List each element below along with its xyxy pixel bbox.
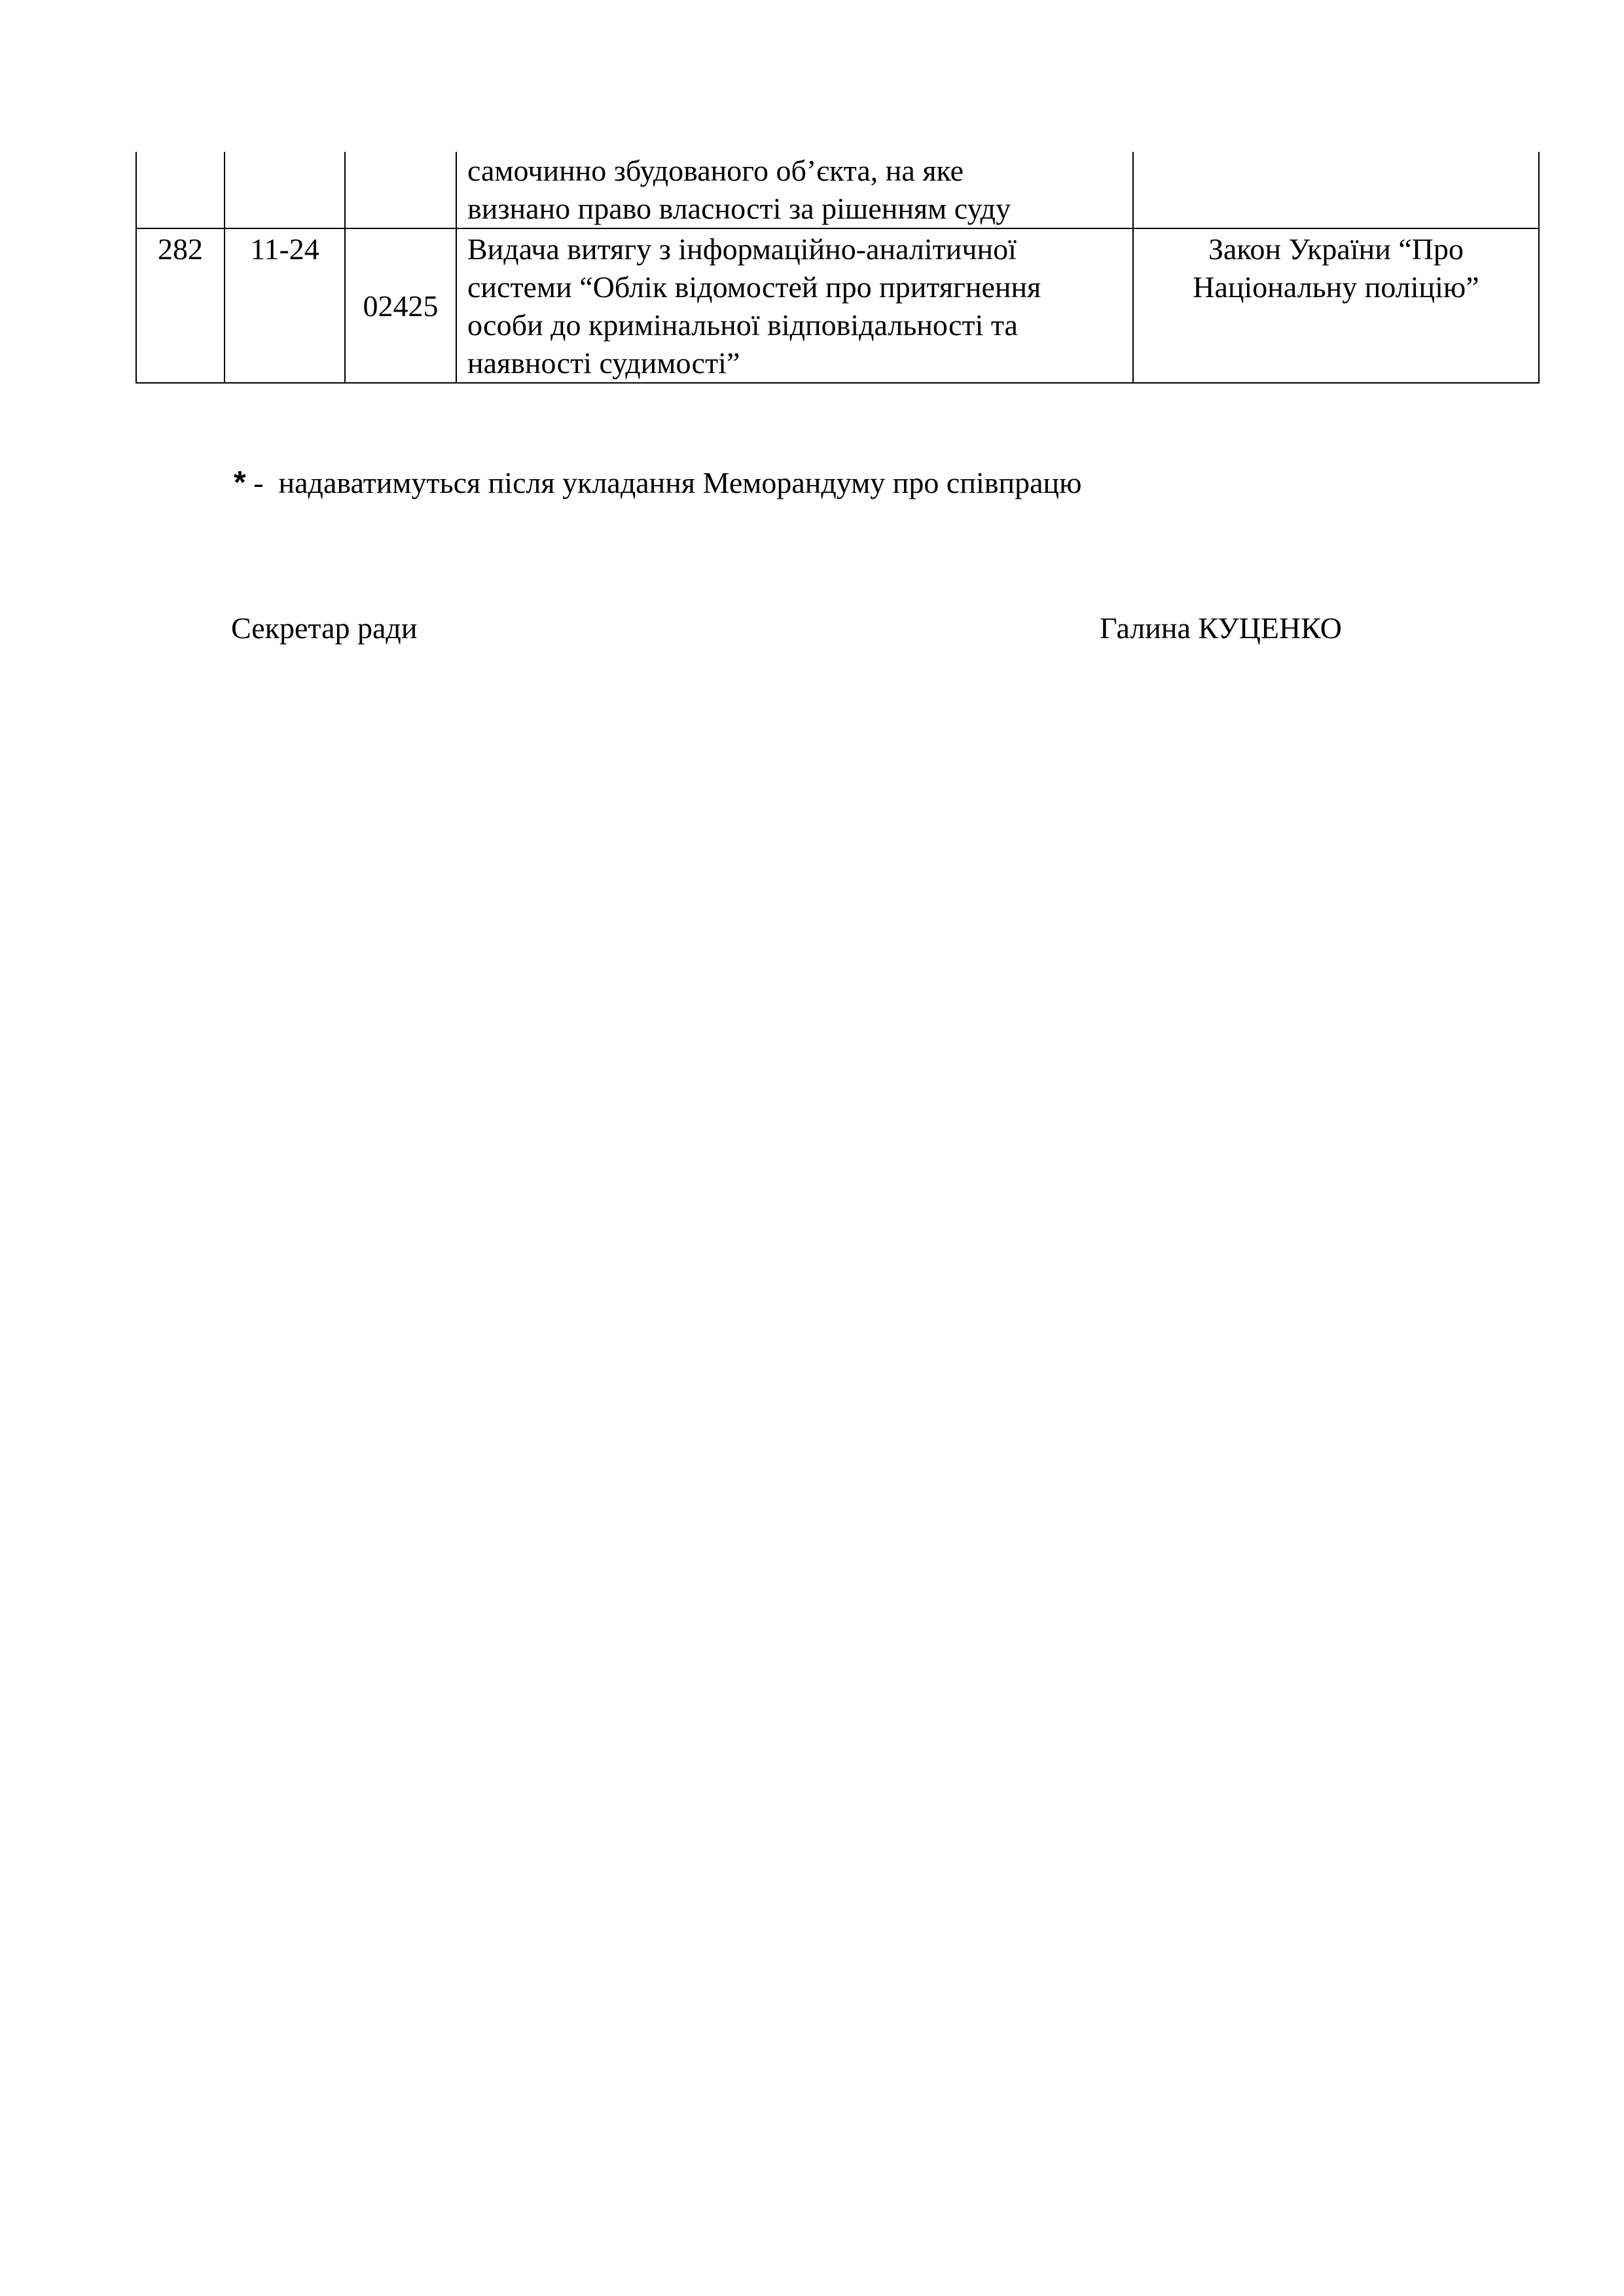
table-row-continuation <box>136 152 1539 228</box>
footnote-marker: * <box>234 465 246 500</box>
cell-law <box>1133 152 1539 228</box>
law-line: Національну поліцію” <box>1193 270 1479 304</box>
service-name-line: самочинно збудованого об’єкта, на яке <box>467 154 964 187</box>
cell-number <box>136 152 225 228</box>
service-name-line: наявності судимості” <box>467 346 740 380</box>
cell-service-name <box>456 228 1133 383</box>
service-name-line: визнано право власності за рішенням суду <box>467 192 1011 225</box>
footnote <box>234 463 1081 503</box>
law-line: Закон України “Про <box>1208 232 1464 266</box>
cell-id: 02425 <box>345 228 456 383</box>
service-name-line: Видача витягу з інформаційно-аналітичної <box>467 232 1017 266</box>
cell-law <box>1133 228 1539 383</box>
service-name-line: особи до кримінальної відповідальності та <box>467 308 1018 342</box>
cell-number: 282 <box>136 228 225 383</box>
service-name-line: системи “Облік відомостей про притягнення <box>467 270 1041 304</box>
services-table <box>135 152 1540 384</box>
table-row <box>136 228 1539 383</box>
signature-title: Секретар ради <box>231 611 418 645</box>
signature-name: Галина КУЦЕНКО <box>1100 611 1342 645</box>
footnote-text: - надаватимуться після укладання Меморандуму про співпрацю <box>245 466 1082 499</box>
cell-code <box>225 152 345 228</box>
cell-id <box>345 152 456 228</box>
cell-service-name <box>456 152 1133 228</box>
cell-code: 11-24 <box>225 228 345 383</box>
